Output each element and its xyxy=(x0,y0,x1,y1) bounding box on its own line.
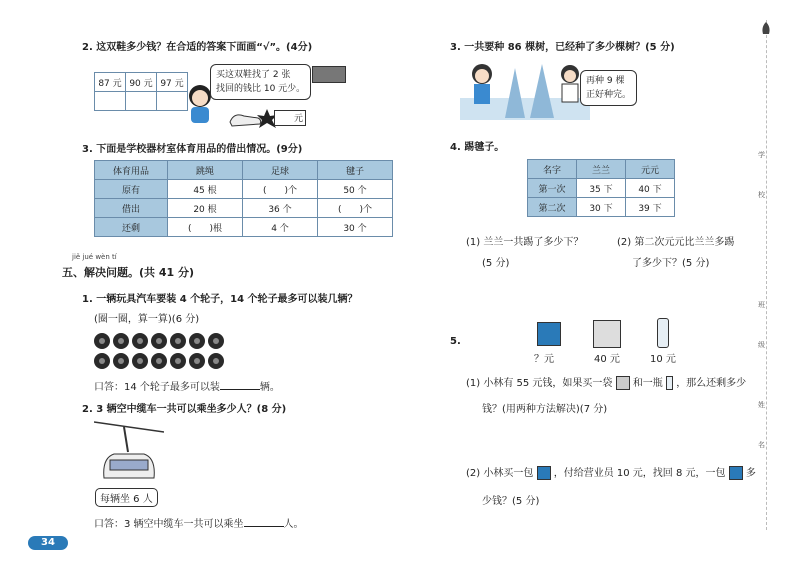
row-label: 还剩 xyxy=(95,218,168,237)
bubble-line: 再种 9 棵 xyxy=(586,76,625,86)
table-header: 名字 xyxy=(528,160,577,179)
table-cell: 39 下 xyxy=(626,198,675,217)
section-pinyin: jiě jué wèn tí xyxy=(72,253,117,261)
table-cell: 36 个 xyxy=(243,199,318,218)
margin-char: 级 xyxy=(758,341,765,349)
r-q3-title: 3. 一共要种 86 棵树，已经种了多少棵树？(5 分) xyxy=(450,42,675,53)
section-title: 五、解决问题。(共 41 分) xyxy=(62,266,195,279)
table-cell: 35 下 xyxy=(577,179,626,198)
p1-answer xyxy=(94,378,280,393)
water-bottle-icon xyxy=(657,318,669,348)
rocket-icon xyxy=(760,22,772,36)
tire-icon[interactable] xyxy=(170,353,186,369)
q5-sub1-text: ，那么还剩多少 xyxy=(676,378,747,389)
bubble-line: 买这双鞋找了 2 张 xyxy=(216,70,291,80)
price-cell: 87 元 xyxy=(95,73,126,92)
row-label: 原有 xyxy=(95,180,168,199)
q5-sub2 xyxy=(466,464,756,480)
p1-title: 1. 一辆玩具汽车要装 4 个轮子，14 个轮子最多可以装几辆？ xyxy=(82,294,358,305)
tire-icon[interactable] xyxy=(208,353,224,369)
milk-box-icon xyxy=(593,320,621,348)
cable-car-caption: 每辆坐 6 人 xyxy=(95,488,158,507)
margin-char: 校 xyxy=(758,191,765,199)
item-price: 10 元 xyxy=(650,354,676,365)
equipment-table xyxy=(94,160,393,237)
bubble-line: 找回的钱比 10 元少。 xyxy=(216,84,306,94)
snack-bag-icon xyxy=(537,322,561,346)
page-number: 34 xyxy=(28,536,68,550)
q5-sub2-text: ，付给营业员 10 元，找回 8 元，一包 xyxy=(553,468,726,479)
row-label: 第二次 xyxy=(528,198,577,217)
table-cell[interactable]: ( )个 xyxy=(318,199,393,218)
table-header: 兰兰 xyxy=(577,160,626,179)
margin-char: 学 xyxy=(758,151,765,159)
q4-sub2: (2) 第二次元元比兰兰多踢 xyxy=(617,237,735,248)
price-cell: 90 元 xyxy=(126,73,157,92)
table-header: 毽子 xyxy=(318,161,393,180)
table-header: 体育用品 xyxy=(95,161,168,180)
answer-cell[interactable] xyxy=(126,92,157,111)
answer-suffix: 辆。 xyxy=(259,382,280,393)
table-cell: 40 下 xyxy=(626,179,675,198)
tire-row-2 xyxy=(94,353,227,372)
cable-car-illustration xyxy=(94,418,164,486)
q5-sub2-text: (2) 小林买一包 xyxy=(466,468,534,479)
p2-title: 2. 3 辆空中缆车一共可以乘坐多少人？(8 分) xyxy=(82,404,287,415)
table-cell: 20 根 xyxy=(168,199,243,218)
q2-title: 2. 这双鞋多少钱？在合适的答案下面画“√”。(4分) xyxy=(82,42,313,53)
r-q4-title: 4. 踢毽子。 xyxy=(450,142,505,153)
answer-blank[interactable] xyxy=(220,380,260,390)
answer-prefix: 口答：3 辆空中缆车一共可以乘坐 xyxy=(94,519,244,530)
answer-blank[interactable] xyxy=(244,517,284,527)
tire-icon[interactable] xyxy=(132,333,148,349)
q5-sub1-text: 和一瓶 xyxy=(632,378,663,389)
price-table xyxy=(94,72,188,111)
q3-title: 3. 下面是学校器材室体育用品的借出情况。(9分) xyxy=(82,144,303,155)
tire-icon[interactable] xyxy=(151,333,167,349)
q5-sub2-line2: 少钱？(5 分) xyxy=(482,496,540,507)
answer-cell[interactable] xyxy=(95,92,126,111)
tire-icon[interactable] xyxy=(94,353,110,369)
row-label: 借出 xyxy=(95,199,168,218)
answer-prefix: 口答：14 个轮子最多可以装 xyxy=(94,382,220,393)
bubble-line: 正好种完。 xyxy=(586,90,632,100)
tree-planting-illustration xyxy=(460,58,590,120)
binding-line xyxy=(766,20,767,530)
tire-icon[interactable] xyxy=(208,333,224,349)
table-cell: 30 个 xyxy=(318,218,393,237)
table-cell: 4 个 xyxy=(243,218,318,237)
table-cell: 30 下 xyxy=(577,198,626,217)
table-cell[interactable]: ( )个 xyxy=(243,180,318,199)
q5-sub1 xyxy=(466,374,746,390)
tire-icon[interactable] xyxy=(189,353,205,369)
table-header: 元元 xyxy=(626,160,675,179)
tire-icon[interactable] xyxy=(94,333,110,349)
q4-sub2-line2: 了多少下？(5 分) xyxy=(632,258,710,269)
money-label: 元 xyxy=(274,110,306,126)
p2-answer xyxy=(94,515,304,530)
price-cell: 97 元 xyxy=(157,73,188,92)
answer-suffix: 人。 xyxy=(283,519,304,530)
item-price: ？元 xyxy=(534,354,554,365)
margin-char: 名 xyxy=(758,441,765,449)
q4-sub1: (1) 兰兰一共踢了多少下？ xyxy=(466,237,584,248)
tree-speech-bubble xyxy=(580,70,637,106)
snack-bag-icon xyxy=(537,466,551,480)
snack-bag-icon xyxy=(729,466,743,480)
shoe-speech-bubble xyxy=(210,64,311,100)
tire-icon[interactable] xyxy=(113,353,129,369)
margin-char: 班 xyxy=(758,301,765,309)
p1-hint: (圈一圈，算一算)(6 分) xyxy=(94,314,200,325)
table-cell: 45 根 xyxy=(168,180,243,199)
shuttlecock-table xyxy=(527,159,675,217)
q5-sub2-text: 多 xyxy=(745,468,756,479)
banknote-icon xyxy=(312,66,346,83)
tire-icon[interactable] xyxy=(170,333,186,349)
item-price: 40 元 xyxy=(594,354,620,365)
margin-char: 姓 xyxy=(758,401,765,409)
table-cell: 50 个 xyxy=(318,180,393,199)
tire-icon[interactable] xyxy=(151,353,167,369)
water-bottle-icon xyxy=(666,376,673,390)
row-label: 第一次 xyxy=(528,179,577,198)
tire-icon[interactable] xyxy=(189,333,205,349)
tire-icon[interactable] xyxy=(113,333,129,349)
milk-box-icon xyxy=(616,376,630,390)
table-header: 足球 xyxy=(243,161,318,180)
tire-icon[interactable] xyxy=(132,353,148,369)
q4-sub1-score: (5 分) xyxy=(482,258,510,269)
q5-sub1-text: (1) 小林有 55 元钱，如果买一袋 xyxy=(466,378,613,389)
tire-row-1 xyxy=(94,333,227,352)
r-q5-number: 5. xyxy=(450,336,461,347)
table-cell[interactable]: ( )根 xyxy=(168,218,243,237)
table-header: 跳绳 xyxy=(168,161,243,180)
q5-sub1-line2: 钱？(用两种方法解决)(7 分) xyxy=(482,404,608,415)
